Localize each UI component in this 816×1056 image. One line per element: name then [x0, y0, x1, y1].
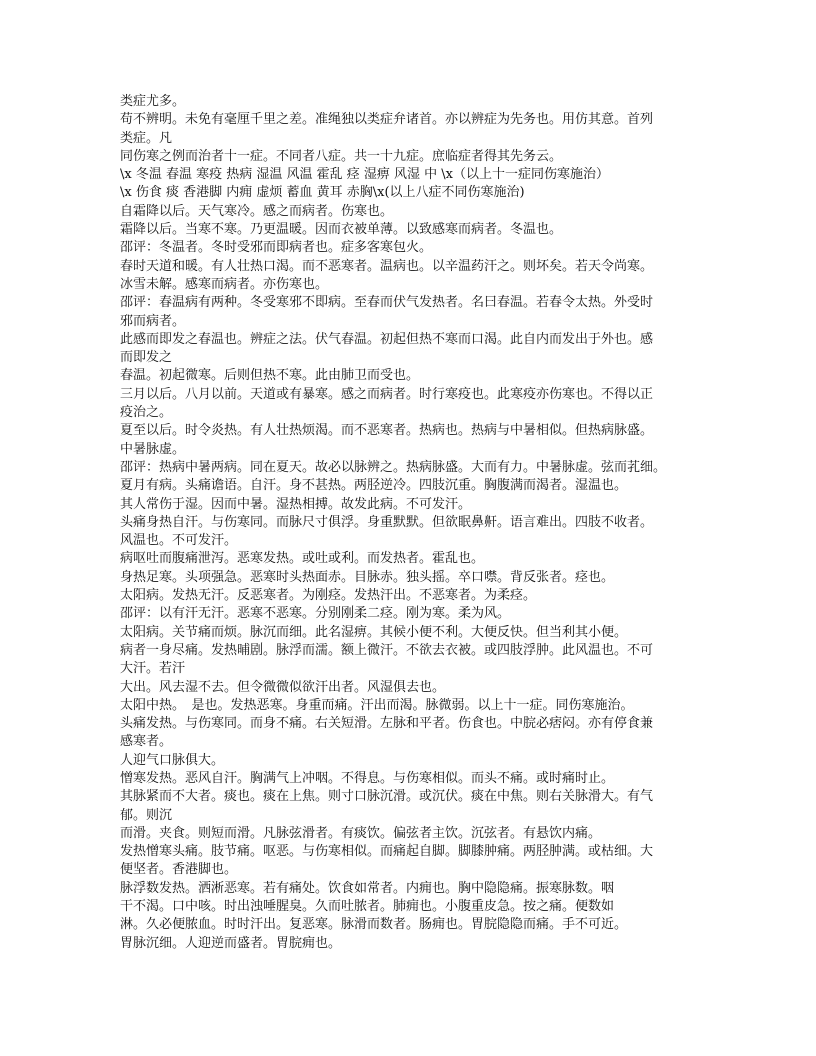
text-line: 感寒者。: [120, 734, 173, 750]
text-line: 邵评：冬温者。冬时受邪而即病者也。症多客寒包火。: [120, 240, 433, 256]
text-line: 大汗。若汗: [120, 661, 186, 677]
text-line: \x 伤食 痰 香港脚 内痈 虚烦 蓄血 黄耳 赤胸\x(以上八症不同伤寒施治): [120, 185, 525, 201]
text-line: 邵评：春温病有两种。冬受寒邪不即病。至春而伏气发热者。名曰春温。若春令太热。外受时: [120, 295, 654, 311]
text-line: 夏月有病。头痛谵语。自汗。身不甚热。两胫逆冷。四肢沉重。胸腹满而渴者。湿温也。: [120, 478, 628, 494]
text-line: 人迎气口脉俱大。: [120, 752, 225, 768]
text-line: 其人常伤于湿。因而中暑。湿热相搏。故发此病。不可发汗。: [120, 496, 472, 512]
text-line: 其脉紧而不大者。痰也。痰在上焦。则寸口脉沉滑。或沉伏。痰在中焦。则右关脉滑大。有气: [120, 789, 654, 805]
text-line: 春时天道和暖。有人壮热口渴。而不恶寒者。温病也。以辛温药汗之。则坏矣。若天令尚寒。: [120, 258, 654, 274]
text-line: 憎寒发热。恶风自汗。胸满气上冲咽。不得息。与伤寒相似。而头不痛。或时痛时止。: [120, 770, 615, 786]
text-line: 而滑。夹食。则短而滑。凡脉弦滑者。有痰饮。偏弦者主饮。沉弦者。有悬饮内痛。: [120, 825, 602, 841]
text-line: 头痛发热。与伤寒同。而身不痛。右关短滑。左脉和平者。伤食也。中脘必痞闷。亦有停食兼: [120, 716, 654, 732]
text-line: 病者一身尽痛。发热晡剧。脉浮而濡。额上微汗。不欲去衣被。或四肢浮肿。此风温也。不可: [120, 642, 654, 658]
text-line: 疫治之。: [120, 405, 173, 421]
text-line: 霜降以后。当寒不寒。乃更温暖。因而衣被单薄。以致感寒而病者。冬温也。: [120, 222, 563, 238]
text-line: 夏至以后。时令炎热。有人壮热烦渴。而不恶寒者。热病也。热病与中暑相似。但热病脉盛。: [120, 423, 654, 439]
document-page: [120, 93, 700, 953]
text-line: 脉浮数发热。洒淅恶寒。若有痛处。饮食如常者。内痈也。胸中隐隐痛。振寒脉数。咽: [120, 880, 615, 896]
text-line: 中暑脉虚。: [120, 441, 186, 457]
text-line: 自霜降以后。天气寒冷。感之而病者。伤寒也。: [120, 203, 394, 219]
text-line: 太阳中热。 是也。发热恶寒。身重而痛。汗出而渴。脉微弱。以上十一症。同伤寒施治。: [120, 697, 634, 713]
text-line: 头痛身热自汗。与伤寒同。而脉尺寸俱浮。身重默默。但欲眠鼻鼾。语言难出。四肢不收者。: [120, 514, 654, 530]
text-line: 太阳病。发热无汗。反恶寒者。为刚痉。发热汗出。不恶寒者。为柔痉。: [120, 588, 537, 604]
text-line: 大出。风去湿不去。但令微微似欲汗出者。风湿俱去也。: [120, 679, 446, 695]
text-line: 郁。则沉: [120, 807, 173, 823]
text-line: 三月以后。八月以前。天道或有暴寒。感之而病者。时行寒疫也。此寒疫亦伤寒也。不得以正: [120, 386, 654, 402]
text-line: 太阳病。关节痛而烦。脉沉而细。此名湿痹。其候小便不利。大便反快。但当利其小便。: [120, 624, 628, 640]
text-line: \x 冬温 春温 寒疫 热病 湿温 风温 霍乱 痉 湿痹 风湿 中 \x（以上十一症同伤寒施治）: [120, 167, 610, 183]
text-line: 淋。久必便脓血。时时汗出。复恶寒。脉滑而数者。肠痈也。胃脘隐隐而痛。手不可近。: [120, 917, 628, 933]
text-line: 胃脉沉细。人迎逆而盛者。胃脘痈也。: [120, 935, 342, 951]
text-line: 春温。初起微寒。后则但热不寒。此由肺卫而受也。: [120, 368, 420, 384]
text-line: 同伤寒之例而治者十一症。不同者八症。共一十九症。庶临症者得其先务云。: [120, 148, 563, 164]
text-line: 而即发之: [120, 350, 173, 366]
text-line: 邵评：热病中暑两病。同在夏天。故必以脉辨之。热病脉盛。大而有力。中暑脉虚。弦而芤细。: [120, 459, 667, 475]
text-line: 身热足寒。头项强急。恶寒时头热面赤。目脉赤。独头摇。卒口噤。背反张者。痉也。: [120, 569, 615, 585]
text-line: 邪而病者。: [120, 313, 186, 329]
text-line: 风温也。不可发汗。: [120, 533, 238, 549]
text-line: 冰雪未解。感寒而病者。亦伤寒也。: [120, 276, 329, 292]
text-line: 邵评：以有汗无汗。恶寒不恶寒。分别刚柔二痉。刚为寒。柔为风。: [120, 606, 511, 622]
text-line: 此感而即发之春温也。辨症之法。伏气春温。初起但热不寒而口渴。此自内而发出于外也。感: [120, 331, 654, 347]
text-line: 干不渴。口中咳。时出浊唾腥臭。久而吐脓者。肺痈也。小腹重皮急。按之痛。便数如: [120, 899, 615, 915]
text-line: 类症。凡: [120, 130, 173, 146]
text-line: 发热憎寒头痛。肢节痛。呕恶。与伤寒相似。而痛起自脚。脚膝肿痛。两胫肿满。或枯细。大: [120, 844, 654, 860]
text-line: 病呕吐而腹痛泄泻。恶寒发热。或吐或利。而发热者。霍乱也。: [120, 551, 485, 567]
text-line: 苟不辨明。未免有毫厘千里之差。准绳独以类症弁诸首。亦以辨症为先务也。用仿其意。首列: [120, 112, 654, 128]
text-line: 类症尤多。: [120, 94, 186, 109]
text-line: 便坚者。香港脚也。: [120, 862, 238, 878]
